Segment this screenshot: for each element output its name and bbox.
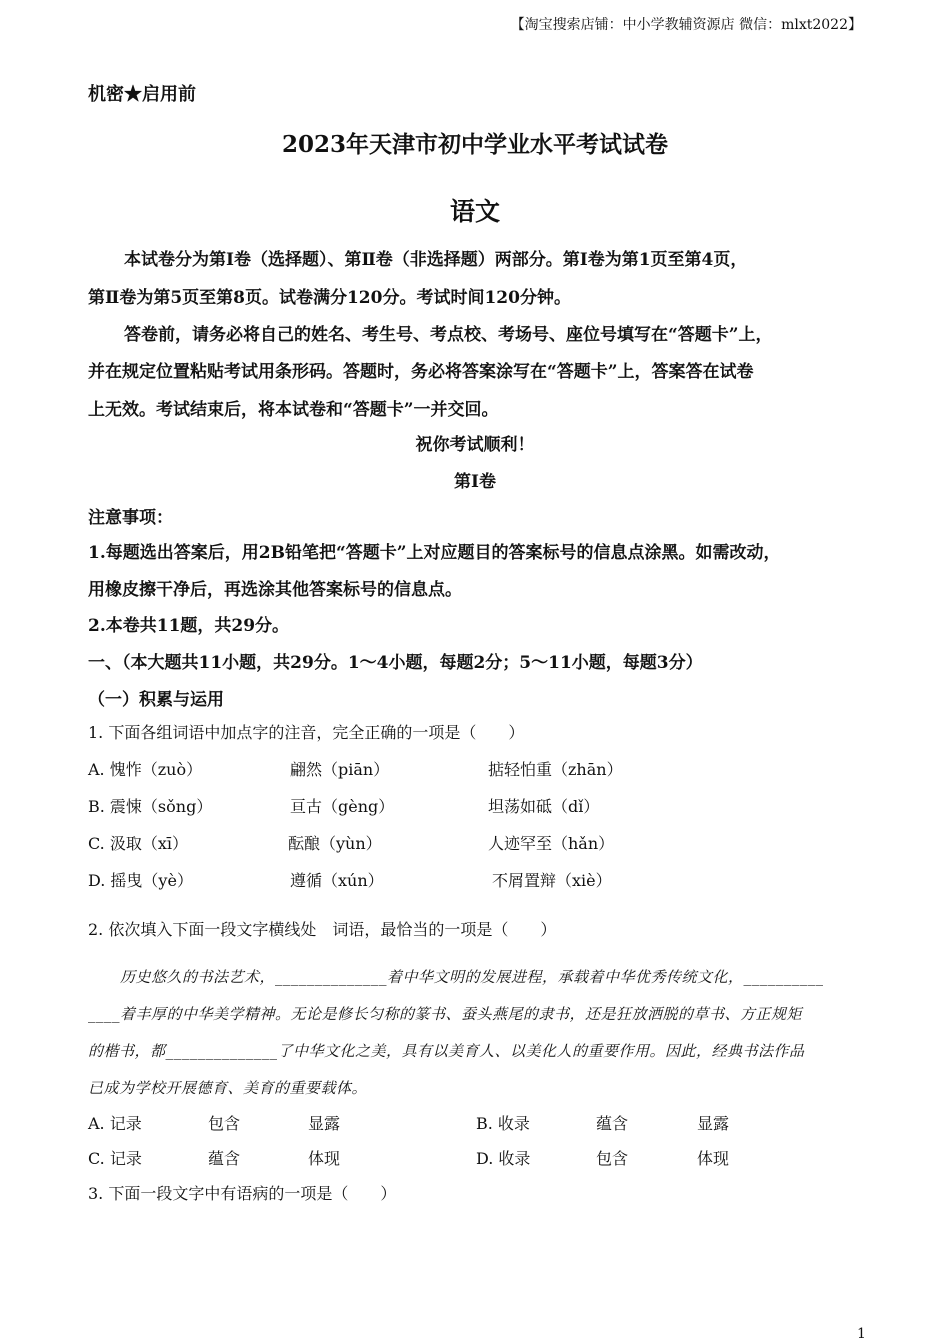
intro-line: 并在规定位置粘贴考试用条形码。答题时，务必将答案涂写在“答题卡”上，答案答在试卷 (88, 362, 754, 382)
subsection-heading: （一）积累与运用 (88, 690, 224, 710)
intro-line: 答卷前，请务必将自己的姓名、考生号、考点校、考场号、座位号填写在“答题卡”上， (124, 325, 773, 345)
question-stem: 2. 依次填入下面一段文字横线处 词语，最恰当的一项是（ ） (88, 920, 557, 939)
q1-choice: 遵循（xún） (290, 871, 384, 890)
note-line: 用橡皮擦干净后，再选涂其他答案标号的信息点。 (88, 580, 462, 600)
intro-line: 上无效。考试结束后，将本试卷和“答题卡”一并交回。 (88, 400, 499, 420)
intro-line: 本试卷分为第Ⅰ卷（选择题）、第Ⅱ卷（非选择题）两部分。第Ⅰ卷为第1页至第4页， (124, 250, 748, 270)
question-stem: 1. 下面各组词语中加点字的注音，完全正确的一项是（ ） (88, 723, 525, 742)
q2-option: 体现 (308, 1149, 341, 1168)
q2-option: 蕴含 (596, 1114, 629, 1133)
q1-choice: 亘古（gèng） (290, 797, 395, 816)
part-title: 第Ⅰ卷 (454, 472, 496, 492)
q1-choice: 人迹罕至（hǎn） (488, 834, 615, 853)
q2-option: 显露 (308, 1114, 341, 1133)
q1-choice: 酝酿（yùn） (288, 834, 382, 853)
question-stem: 3. 下面一段文字中有语病的一项是（ ） (88, 1184, 397, 1203)
page-number: 1 (857, 1326, 866, 1342)
q2-option: 包含 (208, 1114, 241, 1133)
q1-choice: 坦荡如砥（dǐ） (488, 797, 600, 816)
subject-title: 语文 (449, 197, 500, 226)
passage-line: ____着丰厚的中华美学精神。无论是修长匀称的篆书、蚕头燕尾的隶书，还是狂放洒脱的草书、方正规矩 (88, 1005, 803, 1023)
shop-header: 【淘宝搜索店铺：中小学教辅资源店 微信：mlxt2022】 (510, 17, 862, 33)
q2-option: 蕴含 (208, 1149, 241, 1168)
section-heading: 一、（本大题共11小题，共29分。1～4小题，每题2分；5～11小题，每题3分） (88, 653, 703, 673)
q2-option: 体现 (697, 1149, 730, 1168)
passage-line: 已成为学校开展德育、美育的重要载体。 (88, 1079, 368, 1097)
q2-option: B. 收录 (476, 1114, 530, 1133)
q2-option: C. 记录 (88, 1149, 142, 1168)
q2-option: A. 记录 (88, 1114, 142, 1133)
passage-line: 历史悠久的书法艺术，______________着中华文明的发展进程，承载着中华优秀传统文化，__________ (120, 968, 824, 986)
page-title: 2023年天津市初中学业水平考试试卷 (281, 131, 668, 158)
q2-option: 显露 (697, 1114, 730, 1133)
confidential-label: 机密★启用前 (88, 84, 196, 105)
q2-option: D. 收录 (476, 1149, 531, 1168)
q1-choice: 不屑置辩（xiè） (492, 871, 612, 890)
q1-choice: B. 震悚（sǒng） (88, 797, 213, 816)
q1-choice: D. 摇曳（yè） (88, 871, 193, 890)
note-line: 1.每题选出答案后，用2B铅笔把“答题卡”上对应题目的答案标号的信息点涂黑。如需改动， (88, 543, 781, 563)
wish-line: 祝你考试顺利！ (415, 435, 535, 455)
passage-line: 的楷书，都______________了中华文化之美，具有以美育人、以美化人的重要作用。因此，经典书法作品 (88, 1042, 805, 1060)
q2-option: 包含 (596, 1149, 629, 1168)
q1-choice: 掂轻怕重（zhān） (488, 760, 623, 779)
intro-line: 第Ⅱ卷为第5页至第8页。试卷满分120分。考试时间120分钟。 (88, 288, 571, 308)
notes-heading: 注意事项： (88, 508, 173, 528)
q1-choice: 翩然（piān） (290, 760, 390, 779)
note-line: 2.本卷共11题，共29分。 (88, 616, 290, 636)
q1-choice: A. 愧怍（zuò） (88, 760, 203, 779)
q1-choice: C. 汲取（xī） (88, 834, 188, 853)
